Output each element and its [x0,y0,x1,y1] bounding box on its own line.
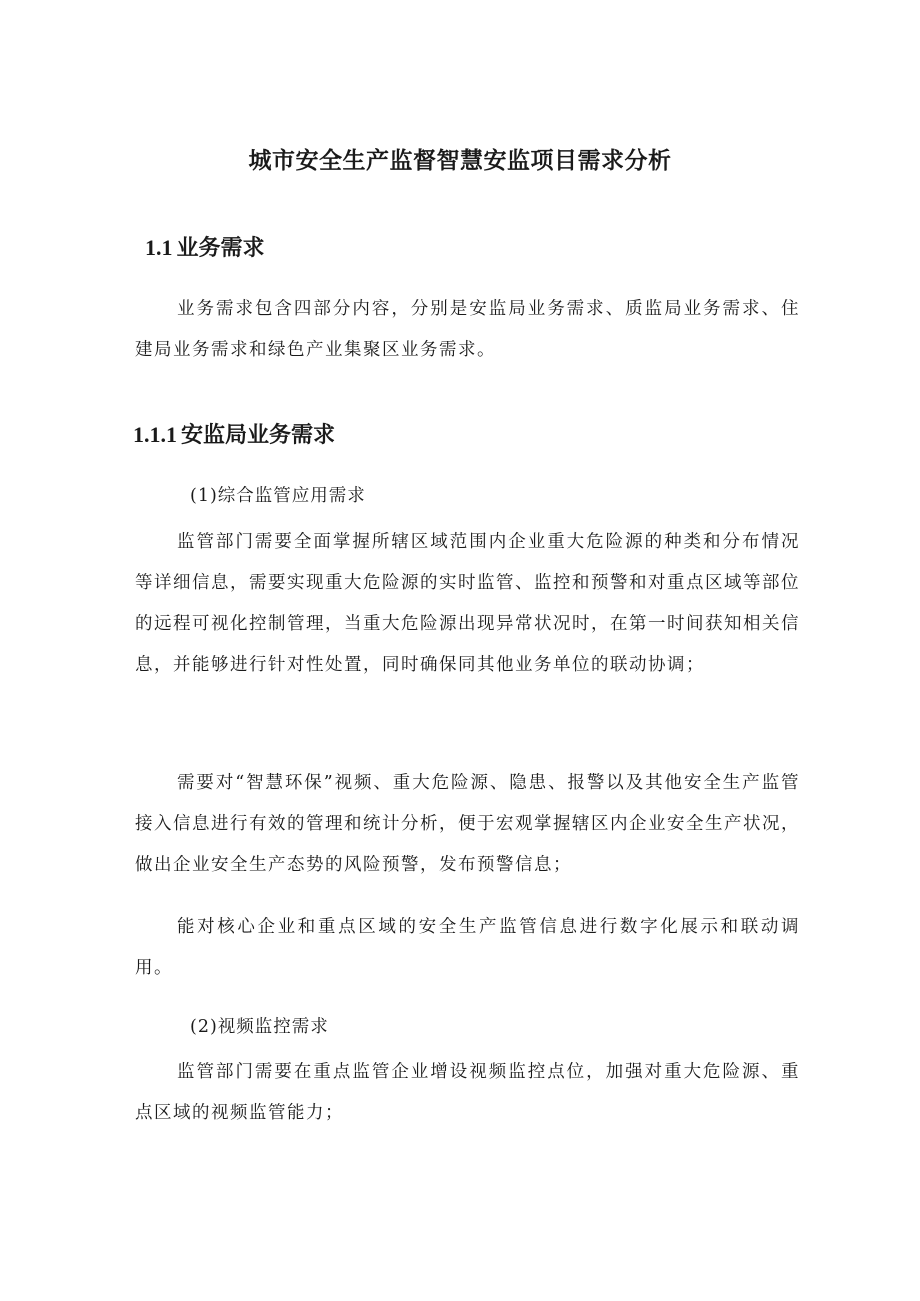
item-heading-comprehensive-supervision: (1)综合监管应用需求 [190,486,366,506]
intro-paragraph: 业务需求包含四部分内容，分别是安监局业务需求、质监局业务需求、住建局业务需求和绿色产业集聚区业务需求。 [135,299,800,360]
body-paragraph: 监管部门需要全面掌握所辖区域范围内企业重大危险源的种类和分布情况等详细信息，需要实现重大危险源的实时监管、监控和预警和对重点区域等部位的远程可视化控制管理，当重大危险源出现异常状况时，在第一时间获知相关信息，并能够进行针对性处置，同时确保同其他业务单位的联动协调； [135,532,800,675]
section-heading-1-1 [145,231,265,262]
body-paragraph: 能对核心企业和重点区域的安全生产监管信息进行数字化展示和联动调用。 [135,917,800,978]
section-heading-1-1-1 [133,418,335,449]
section-number: 1.1 [145,235,173,260]
document-title: 城市安全生产监督智慧安监项目需求分析 [248,148,672,174]
section-heading-text: 业务需求 [176,235,265,261]
body-paragraph: 监管部门需要在重点监管企业增设视频监控点位，加强对重大危险源、重点区域的视频监管能力； [135,1062,800,1123]
section-number: 1.1.1 [133,422,177,447]
body-paragraph: 需要对“智慧环保”视频、重大危险源、隐患、报警以及其他安全生产监管接入信息进行有效的管理和统计分析，便于宏观掌握辖区内企业安全生产状况，做出企业安全生产态势的风险预警，发布预警信息； [135,773,800,875]
section-heading-text: 安监局业务需求 [181,422,336,448]
item-heading-video-monitoring: (2)视频监控需求 [190,1017,329,1037]
